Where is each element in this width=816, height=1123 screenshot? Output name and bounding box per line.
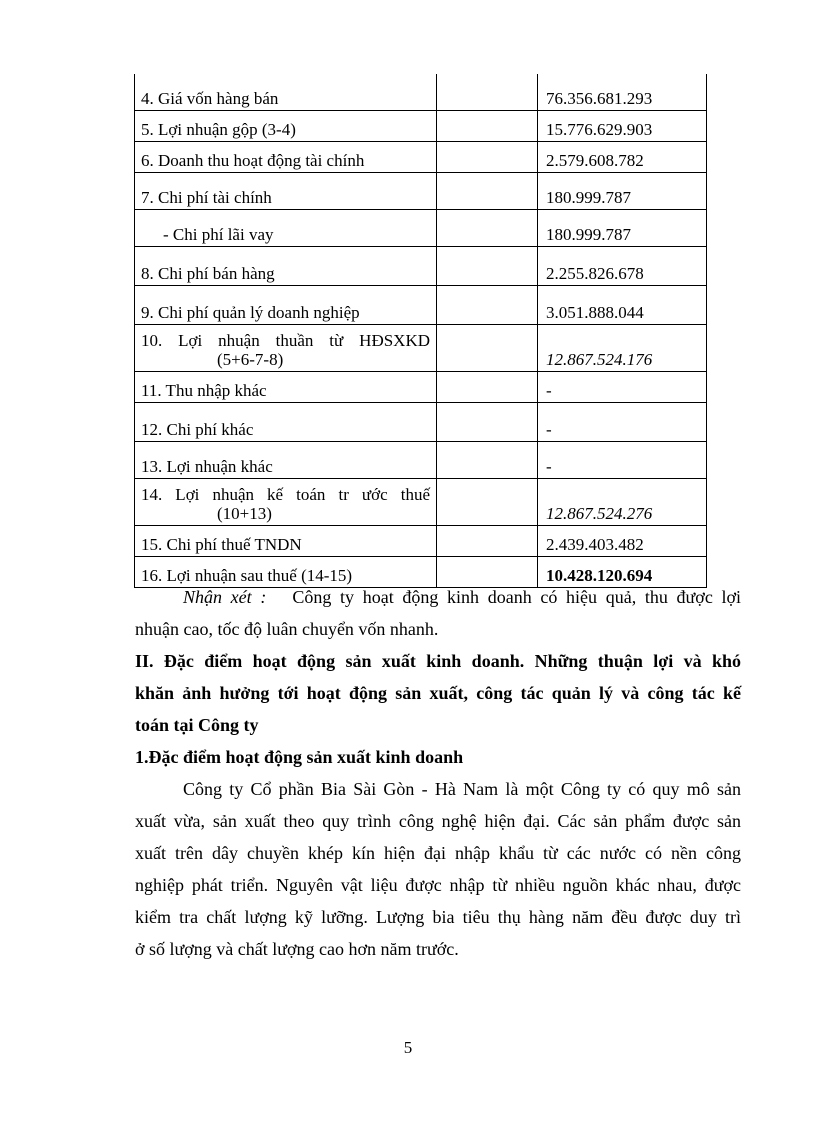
empty-cell (437, 325, 538, 372)
row-value-total: 10.428.120.694 (538, 557, 707, 588)
empty-cell (437, 526, 538, 557)
empty-cell (437, 403, 538, 442)
row-label: 7. Chi phí tài chính (135, 173, 437, 210)
body-paragraph (135, 773, 741, 965)
row-label: 12. Chi phí khác (135, 403, 437, 442)
table-row (135, 74, 707, 111)
body-line: kiểm tra chất lượng kỹ lưỡng. Lượng bia tiêu thụ hàng năm đều được duy trì (135, 907, 741, 927)
page-number: 5 (403, 1038, 413, 1057)
body-line: nghiệp phát triển. Nguyên vật liệu được nhập từ nhiều nguồn khác nhau, được (135, 875, 741, 895)
row-value: 12.867.524.176 (538, 325, 707, 372)
body-line: xuất trên dây chuyền khép kín hiện đại nhập khẩu từ các nước có nền công (135, 843, 741, 863)
row-value: - (538, 403, 707, 442)
empty-cell (437, 372, 538, 403)
row-label: 4. Giá vốn hàng bán (135, 74, 437, 111)
row-label: 16. Lợi nhuận sau thuế (14-15) (135, 557, 437, 588)
empty-cell (437, 442, 538, 479)
row-value: - (538, 442, 707, 479)
empty-cell (437, 173, 538, 210)
row-label: 9. Chi phí quản lý doanh nghiệp (135, 286, 437, 325)
table-row (135, 111, 707, 142)
row-value: 180.999.787 (538, 173, 707, 210)
empty-cell (437, 479, 538, 526)
empty-cell (437, 286, 538, 325)
row-value: 3.051.888.044 (538, 286, 707, 325)
subsection-heading: 1.Đặc điểm hoạt động sản xuất kinh doanh (135, 747, 464, 767)
row-label-multiline (135, 479, 437, 526)
row-label: - Chi phí lãi vay (135, 210, 437, 247)
row-label: 13. Lợi nhuận khác (135, 442, 437, 479)
empty-cell (437, 111, 538, 142)
row-value: - (538, 372, 707, 403)
remark-line: nhuận cao, tốc độ luân chuyển vốn nhanh. (135, 619, 439, 639)
body-line: xuất vừa, sản xuất theo quy trình công nghệ hiện đại. Các sản phẩm được sản (135, 811, 741, 831)
row-value: 76.356.681.293 (538, 74, 707, 111)
section-heading-line: II. Đặc điểm hoạt động sản xuất kinh doanh. Những thuận lợi và khó (135, 651, 741, 671)
table-row (135, 526, 707, 557)
empty-cell (437, 142, 538, 173)
body-line: ở số lượng và chất lượng cao hơn năm trước. (135, 939, 459, 959)
remark-label: Nhận xét : (183, 587, 267, 607)
row-label-line: (10+13) (217, 504, 272, 523)
income-statement-table (134, 74, 707, 588)
body-line: Công ty Cổ phần Bia Sài Gòn - Hà Nam là một Công ty có quy mô sản (183, 779, 741, 799)
table-row (135, 479, 707, 526)
remark-line (135, 581, 741, 613)
row-value: 15.776.629.903 (538, 111, 707, 142)
row-value: 12.867.524.276 (538, 479, 707, 526)
table-row (135, 142, 707, 173)
row-label: 8. Chi phí bán hàng (135, 247, 437, 286)
row-value: 2.439.403.482 (538, 526, 707, 557)
section-heading-line: toán tại Công ty (135, 715, 259, 735)
table-row (135, 442, 707, 479)
row-value: 2.579.608.782 (538, 142, 707, 173)
table-row (135, 286, 707, 325)
section-heading-line: khăn ảnh hưởng tới hoạt động sản xuất, công tác quản lý và công tác kế (135, 683, 741, 703)
table-row (135, 247, 707, 286)
empty-cell (437, 74, 538, 111)
empty-cell (437, 247, 538, 286)
empty-cell (437, 210, 538, 247)
remark-paragraph (135, 581, 741, 645)
row-label: 11. Thu nhập khác (135, 372, 437, 403)
table-row (135, 210, 707, 247)
table-row (135, 372, 707, 403)
table-row (135, 403, 707, 442)
row-label-line: 10. Lợi nhuận thuần từ HĐSXKD (141, 331, 430, 350)
row-label: 15. Chi phí thuế TNDN (135, 526, 437, 557)
row-label-multiline (135, 325, 437, 372)
row-label-line: (5+6-7-8) (217, 350, 284, 369)
row-label: 5. Lợi nhuận gộp (3-4) (135, 111, 437, 142)
remark-text: Công ty hoạt động kinh doanh có hiệu quả, thu được lợi (292, 587, 742, 607)
row-label: 6. Doanh thu hoạt động tài chính (135, 142, 437, 173)
row-label-line: 14. Lợi nhuận kế toán tr ước thuế (141, 485, 430, 504)
row-value: 180.999.787 (538, 210, 707, 247)
table-row (135, 325, 707, 372)
table-row (135, 173, 707, 210)
row-value: 2.255.826.678 (538, 247, 707, 286)
section-heading (135, 645, 741, 741)
